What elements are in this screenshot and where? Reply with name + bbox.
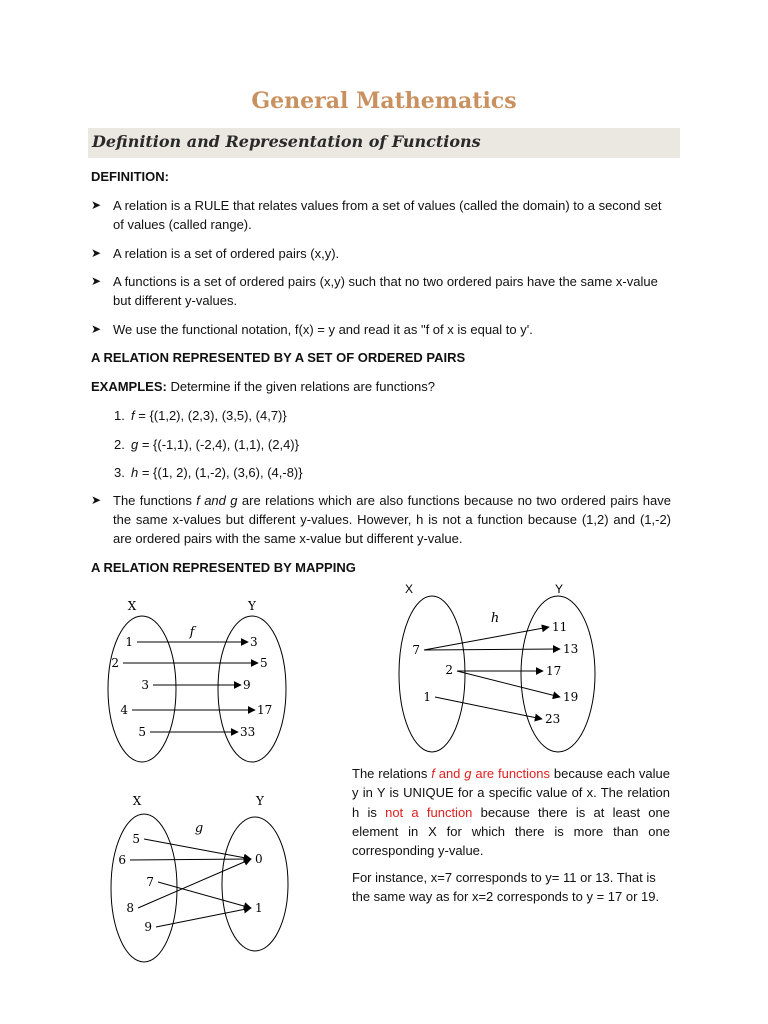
domain-value: 1 [125, 635, 133, 649]
domain-value: 2 [111, 656, 119, 670]
range-value: 11 [552, 620, 568, 634]
example-item: 3. h = {(1, 2), (1,-2), (3,6), (4,-8)} [114, 465, 303, 480]
range-value: 13 [563, 642, 579, 656]
range-value: 17 [546, 664, 562, 678]
example-paragraph: For instance, x=7 corresponds to y= 11 or 13. That is the same way as for x=2 corresponds to y = 17 or 19. [352, 870, 660, 905]
y-set-label: Y [248, 599, 256, 613]
mapping-diagram-g [100, 790, 300, 965]
range-value: 19 [563, 690, 579, 704]
mapping-arrow [144, 839, 251, 859]
mapping-arrow [424, 627, 549, 650]
arrow-bullet-icon: ➤ [91, 198, 102, 212]
arrow-bullet-icon: ➤ [91, 322, 102, 336]
range-value: 3 [250, 635, 258, 649]
mapping-diagram-f [100, 592, 300, 767]
domain-ellipse [111, 814, 177, 962]
x-set-label: X [132, 794, 142, 808]
examples-line: EXAMPLES: Determine if the given relations are functions? [91, 379, 435, 394]
arrow-bullet-icon: ➤ [91, 274, 102, 288]
bullet-item: ➤ A functions is a set of ordered pairs (x,y) such that no two ordered pairs have the same x-value but different y-values. [91, 274, 658, 308]
example-item: 1. f = {(1,2), (2,3), (3,5), (4,7)} [114, 408, 287, 423]
arrow-bullet-icon: ➤ [91, 493, 102, 507]
x-set-label: X [127, 599, 137, 613]
range-value: 1 [255, 901, 263, 915]
range-value: 33 [240, 725, 256, 739]
function-label: h [490, 611, 500, 626]
range-value: 9 [243, 678, 251, 692]
mapping-arrow [156, 908, 251, 927]
mapping-arrow [457, 671, 560, 697]
bullet-item: ➤ A relation is a set of ordered pairs (x,y). [91, 246, 340, 261]
domain-value: 3 [141, 678, 149, 692]
domain-value: 7 [146, 875, 154, 889]
y-set-label: Y [256, 794, 264, 808]
domain-value: 5 [132, 832, 140, 846]
range-value: 23 [545, 712, 561, 726]
arrow-bullet-icon: ➤ [91, 246, 102, 260]
domain-value: 7 [412, 643, 420, 657]
conclusion-bullet: ➤ The functions f and g are relations which are also functions because no two ordered pairs have the same x-values but different y-values. However, h is not a function because (1,2) and (1,-2) are ordered pairs with the same x-value but different y-value. [91, 493, 671, 546]
mapping-arrow [435, 697, 542, 719]
x-set-label: X [405, 582, 414, 596]
domain-value: 8 [126, 901, 134, 915]
domain-ellipse [399, 596, 465, 752]
bullet-item: ➤ We use the functional notation, f(x) = y and read it as "f of x is equal to y'. [91, 322, 533, 337]
mapping-arrow [138, 859, 251, 908]
ordered-pairs-heading: A RELATION REPRESENTED BY A SET OF ORDERED PAIRS [91, 350, 466, 365]
domain-value: 2 [445, 663, 453, 677]
domain-value: 4 [120, 703, 128, 717]
function-label: f [189, 625, 195, 640]
section-banner [88, 128, 680, 158]
bullet-item: ➤ A relation is a RULE that relates values from a set of values (called the domain) to a second set of values (called range). [91, 198, 662, 232]
mapping-arrow [158, 882, 251, 908]
mapping-diagram-h [395, 578, 605, 758]
range-value: 5 [260, 656, 268, 670]
range-ellipse [222, 817, 288, 951]
domain-value: 9 [144, 920, 152, 934]
range-value: 0 [255, 852, 263, 866]
mapping-arrow [424, 649, 560, 650]
y-set-label: Y [555, 582, 564, 596]
explanation-paragraph: The relations f and g are functions because each value y in Y is UNIQUE for a specific value of x. The relation h is not a function because there is at least one element in X for which there is more than one corresponding y-value. [352, 766, 670, 859]
domain-value: 6 [118, 853, 126, 867]
example-item: 2. g = {(-1,1), (-2,4), (1,1), (2,4)} [114, 437, 299, 452]
page-title: General Mathematics [251, 88, 517, 114]
section-title: Definition and Representation of Functions [92, 132, 481, 151]
range-value: 17 [257, 703, 273, 717]
domain-value: 1 [423, 690, 431, 704]
mapping-arrow [130, 859, 251, 860]
definition-heading: DEFINITION: [91, 169, 169, 184]
domain-value: 5 [138, 725, 146, 739]
mapping-heading: A RELATION REPRESENTED BY MAPPING [91, 560, 356, 575]
function-label: g [194, 821, 204, 836]
